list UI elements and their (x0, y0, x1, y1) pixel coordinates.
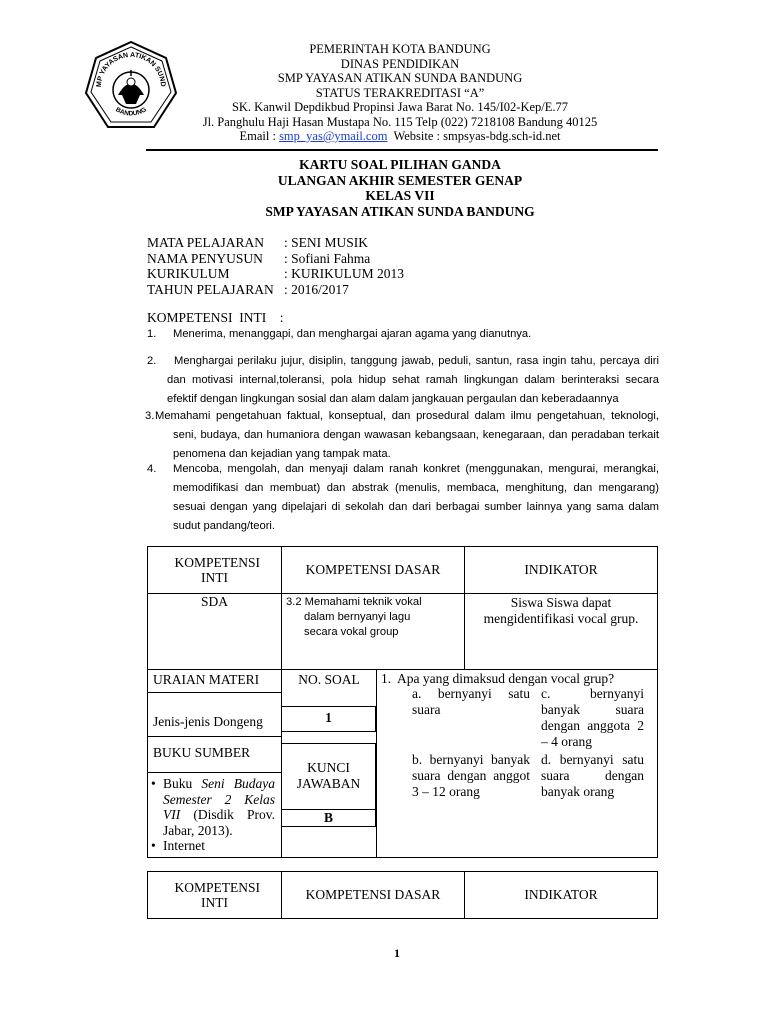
contact-line (150, 129, 650, 144)
bullet: • (151, 838, 156, 853)
card-header-ind (464, 546, 658, 594)
buku-prefix: Buku (163, 776, 202, 791)
header-line: SMP YAYASAN ATIKAN SUNDA BANDUNG (277, 71, 523, 85)
buku-title: Seni Budaya Semester 2 Kelas VII (163, 776, 275, 822)
kunci-box (281, 743, 376, 810)
nosoal-label: NO. SOAL (298, 672, 360, 687)
ki-text: Menghargai perilaku jujur, disiplin, tanggung jawab, peduli, santun, rasa ingin tahu, percaya diri dan motivasi internal,toleransi, pola hidup sehat ramah lingkungan dalam berinteraksi secara efektif dengan lingkungan sosial dan alam dalam jangkauan pergaulan dan keberadaannya (167, 355, 659, 405)
ki-text: Mencoba, mengolah, dan menyaji dalam ranah konkret (menggunakan, mengurai, merangkai, memodifikasi dan membuat) dan abstrak (menulis, membaca, menghitung, dan mengarang) sesuai dengan yang dipelajari di sekolah dan dari berbagai sumber lainnya yang sama dalam sudut pandang/teori. (173, 463, 659, 532)
buku-item (151, 838, 275, 854)
ind-cell (464, 593, 658, 670)
card-header-kd (281, 546, 465, 594)
header-line: SK. Kanwil Depdikbud Propinsi Jawa Barat No. 145/I02-Kep/E.77 (231, 100, 569, 114)
document-title (150, 157, 650, 219)
meta-value: : 2016/2017 (284, 281, 349, 297)
ki-item-3 (145, 407, 659, 464)
kunci-label: KUNCI JAWABAN (296, 760, 361, 791)
question-num: 1. (381, 671, 392, 686)
ki-item-2 (147, 352, 659, 409)
question-text: Apa yang dimaksud dengan vocal grup? (397, 671, 615, 686)
meta-row (147, 266, 404, 282)
title-line: SMP YAYASAN ATIKAN SUNDA BANDUNG (265, 203, 535, 219)
header-line: Jl. Panghulu Haji Hasan Mustapa No. 115 Telp (022) 7218108 Bandung 40125 (202, 114, 598, 129)
ki-num: 1. (147, 328, 157, 340)
letterhead (150, 42, 650, 144)
meta-row (147, 235, 404, 251)
buku-label: BUKU SUMBER (153, 745, 251, 760)
meta-key: KURIKULUM (147, 266, 230, 281)
card-header-kd (281, 871, 465, 919)
header-ki-label: KOMPETENSI INTI (174, 555, 261, 585)
meta-row (147, 251, 404, 267)
ki-num: 4. (147, 463, 157, 475)
meta-key: NAMA PENYUSUN (147, 250, 263, 266)
option-d[interactable]: d. bernyanyi satu suara dengan banyak orang (541, 752, 644, 799)
header-kd-label: KOMPETENSI DASAR (305, 562, 441, 577)
buku-suffix: (Disdik Prov. Jabar, 2013). (163, 807, 275, 838)
card-header-ki (147, 546, 282, 594)
card-header-ki (147, 871, 282, 919)
title-line: KELAS VII (365, 188, 435, 203)
logo-text-top: MP YAYASAN ATIKAN SUND (95, 51, 167, 88)
ki-heading: KOMPETENSI INTI : (147, 310, 284, 325)
option-a[interactable]: a. bernyanyi satu suara (412, 686, 530, 717)
kd-cell (281, 593, 465, 670)
divider (147, 736, 281, 737)
kd-value: 3.2 Memahami teknik vokal dalam bernyanyi lagu secara vokal group (286, 596, 422, 638)
meta-key: TAHUN PELAJARAN (147, 281, 274, 297)
question-card-2 (147, 871, 658, 919)
email-label: Email : (239, 129, 280, 143)
ki-num: 2. (147, 355, 157, 367)
website-text: smpsyas-bdg.sch-id.net (443, 129, 561, 143)
bullet: • (151, 776, 156, 791)
email-link[interactable]: smp_yas@ymail.com (279, 129, 388, 143)
card-header-ind (464, 871, 658, 919)
meta-key: MATA PELAJARAN (147, 235, 265, 250)
ki-text: Menerima, menanggapi, dan menghargai ajaran agama yang dianutnya. (173, 328, 532, 340)
buku-prefix: Internet (163, 838, 205, 853)
nosoal-box (281, 706, 376, 732)
kunci-value-box (281, 809, 376, 827)
nosoal-value: 1 (325, 710, 332, 725)
ki-cell (147, 593, 282, 670)
ki-item-4 (147, 460, 659, 536)
meta-block (147, 235, 404, 297)
meta-value: : Sofiani Fahma (284, 250, 371, 266)
header-line: DINAS PENDIDIKAN (340, 56, 460, 71)
question-card (147, 546, 658, 858)
uraian-value: Jenis-jenis Dongeng (153, 714, 263, 729)
option-c[interactable]: c. bernyanyi banyak suara dengan anggota 2 – 4 orang (541, 686, 644, 749)
meta-row (147, 282, 404, 298)
buku-list (151, 776, 275, 854)
page-number: 1 (394, 946, 400, 960)
ki-text: Memahami pengetahuan faktual, konseptual, dan prosedural dalam ilmu pengetahuan, teknologi, seni, budaya, dan humaniora dengan wawasan kebangsaan, kenegaraan, dan peradaban terkait penomena dan kejadian yang tampak mata. (155, 410, 659, 460)
ki-item-1 (147, 325, 659, 344)
header-kd-label: KOMPETENSI DASAR (305, 887, 441, 902)
header-ind-label: INDIKATOR (524, 562, 598, 577)
divider (147, 772, 281, 773)
uraian-label: URAIAN MATERI (153, 672, 260, 687)
mid-divider (376, 669, 377, 858)
header-ki-label: KOMPETENSI INTI (174, 880, 261, 910)
kunci-value: B (323, 810, 333, 825)
ki-value: SDA (200, 594, 228, 609)
header-ind-label: INDIKATOR (524, 887, 598, 902)
header-line: PEMERINTAH KOTA BANDUNG (309, 42, 491, 56)
title-line: KARTU SOAL PILIHAN GANDA (299, 157, 501, 172)
ki-num: 3. (145, 410, 155, 422)
ind-value: Siswa Siswa dapat mengidentifikasi vocal grup. (483, 595, 639, 626)
buku-item (151, 776, 275, 838)
meta-value: : SENI MUSIK (284, 235, 369, 250)
option-b[interactable]: b. bernyanyi banyak suara dengan anggot 3 – 12 orang (412, 752, 530, 799)
logo-text-bottom: BANDUNG (114, 106, 148, 118)
header-divider (146, 149, 658, 151)
website-label: Website : (387, 129, 444, 143)
divider (147, 692, 281, 693)
meta-value: : KURIKULUM 2013 (284, 266, 404, 281)
title-line: ULANGAN AKHIR SEMESTER GENAP (277, 172, 523, 188)
header-line: STATUS TERAKREDITASI “A” (315, 85, 485, 100)
question-stem (381, 671, 656, 687)
